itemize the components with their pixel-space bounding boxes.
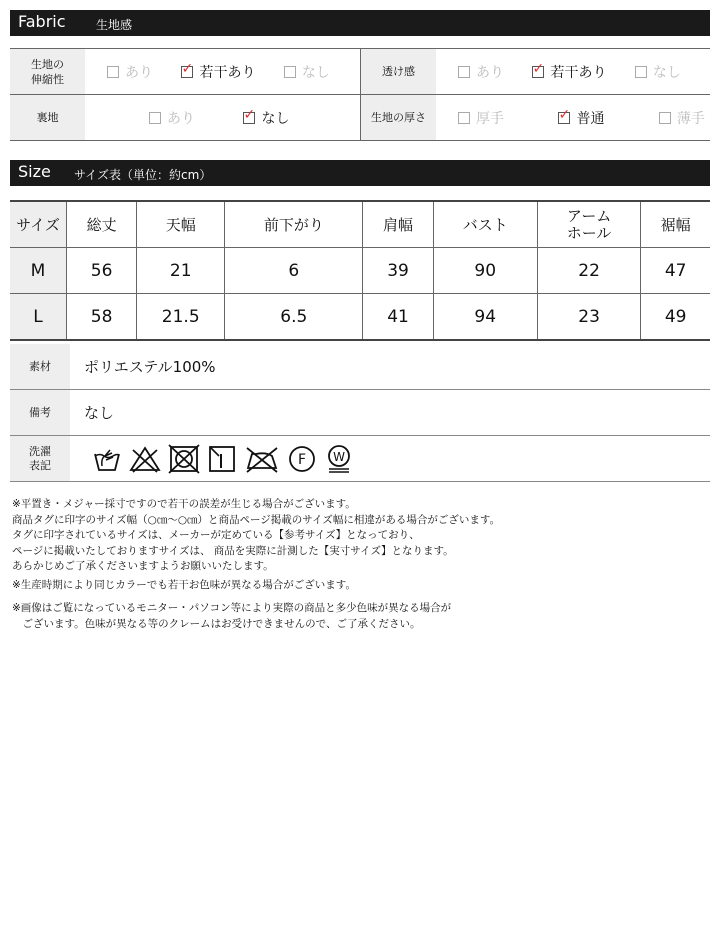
no-bleach-icon [129,444,161,474]
checkbox-icon [107,66,119,78]
table-cell: 90 [433,248,537,294]
table-cell: 56 [67,248,137,294]
lining-option-ari: あり [149,108,195,128]
fabric-table [10,48,710,141]
column-header: 前下がり [225,201,363,248]
checkbox-icon [532,60,545,78]
size-label: M [10,248,67,294]
table-cell: 39 [363,248,433,294]
note-line: 商品タグに印字のサイズ幅（○㎝～○㎝）と商品ページ掲載のサイズ幅に相違がある場合がございます。 [12,513,501,526]
column-header: 天幅 [137,201,225,248]
column-header: 総丈 [67,201,137,248]
care-row [10,436,710,482]
fabric-subtitle: 生地感 [96,18,133,32]
table-cell: 21 [137,248,225,294]
remarks-row [10,390,710,436]
fabric-section-bar [10,10,710,36]
note-line: ページに掲載いたしておりますサイズは、 商品を実際に計測した【実寸サイズ】となります。 [12,544,454,557]
thickness-label: 生地の厚さ [361,95,437,141]
notes [12,497,500,632]
care-icons [70,436,710,482]
sheer-option-jakkan: ✓ 若干あり [532,60,607,81]
column-header: 肩幅 [363,201,433,248]
size-section-bar [10,160,710,186]
table-cell: 21.5 [137,294,225,341]
checkbox-icon [181,60,194,78]
size-table [10,200,710,341]
check-mark-icon: ✓ [558,106,571,123]
stretch-label: 生地の 伸縮性 [10,49,85,95]
table-cell: 49 [641,294,710,341]
material-value: ポリエステル100% [70,344,710,390]
note-line: ※画像はご覧になっているモニター・パソコン等により実際の商品と多少色味が異なる場合が [12,602,452,614]
wet-clean-w-icon [324,444,354,474]
svg-text:F: F [297,451,307,468]
check-mark-icon: ✓ [532,60,545,77]
table-cell: 6.5 [225,294,363,341]
note-line: ※平置き・メジャー採寸ですので若干の誤差が生じる場合がございます。 [12,498,356,510]
thickness-option-usude: 薄手 [659,108,705,128]
remarks-value: なし [70,390,710,436]
note-line: あらかじめご了承くださいますようお願いいたします。 [12,560,274,572]
column-header: 裾幅 [641,201,710,248]
lining-label: 裏地 [10,95,85,141]
fabric-title: Fabric [18,12,66,31]
material-row [10,344,710,390]
no-tumble-dry-icon [168,444,200,474]
column-header: バスト [433,201,537,248]
table-cell: 41 [363,294,433,341]
check-mark-icon: ✓ [243,106,256,123]
table-cell: 23 [537,294,641,341]
material-label: 素材 [10,344,70,390]
size-table-header [10,201,710,248]
checkbox-icon [558,106,571,124]
checkbox-icon [458,112,470,124]
table-cell: 47 [641,248,710,294]
stretch-option-jakkan: ✓ 若干あり [181,60,256,81]
size-subtitle: サイズ表（単位：約cm） [74,168,212,182]
table-cell: 58 [67,294,137,341]
table-cell: 22 [537,248,641,294]
column-header: アーム ホール [537,201,641,248]
hand-wash-icon [92,444,122,474]
size-title: Size [18,162,51,181]
line-dry-shade-icon [207,444,237,474]
table-cell: 6 [225,248,363,294]
material-table [10,344,710,482]
fabric-row-1 [10,49,710,95]
sheer-option-ari: あり [458,62,504,82]
lining-option-nashi: ✓ なし [243,106,290,127]
care-label: 洗濯 表記 [10,436,70,482]
stretch-options [85,49,361,95]
note-line: ございます。色味が異なる等のクレームはお受けできませんので、ご了承ください。 [12,617,421,630]
checkbox-icon [149,112,161,124]
checkbox-icon [243,106,256,124]
stretch-option-ari: あり [107,62,153,82]
checkbox-icon [458,66,470,78]
sheer-options [436,49,710,95]
table-row [10,294,710,341]
sheer-option-nashi: なし [635,62,681,82]
sheer-label: 透け感 [361,49,437,95]
fabric-row-2 [10,95,710,141]
remarks-label: 備考 [10,390,70,436]
dry-clean-f-icon [287,444,317,474]
thickness-option-atsude: 厚手 [458,108,504,128]
size-label: L [10,294,67,341]
checkbox-icon [635,66,647,78]
svg-text:W: W [333,449,345,464]
table-cell: 94 [433,294,537,341]
no-iron-icon [244,444,280,474]
checkbox-icon [659,112,671,124]
lining-options [85,95,361,141]
check-mark-icon: ✓ [181,60,194,77]
checkbox-icon [284,66,296,78]
size-corner-label: サイズ [10,201,67,248]
thickness-option-futsu: ✓ 普通 [558,106,605,127]
table-row [10,248,710,294]
stretch-option-nashi: なし [284,62,330,82]
thickness-options [436,95,710,141]
note-line: ※生産時期により同じカラーでも若干お色味が異なる場合がございます。 [12,578,356,591]
note-line: タグに印字されているサイズは、メーカーが定めている【参考サイズ】となっており、 [12,529,420,541]
